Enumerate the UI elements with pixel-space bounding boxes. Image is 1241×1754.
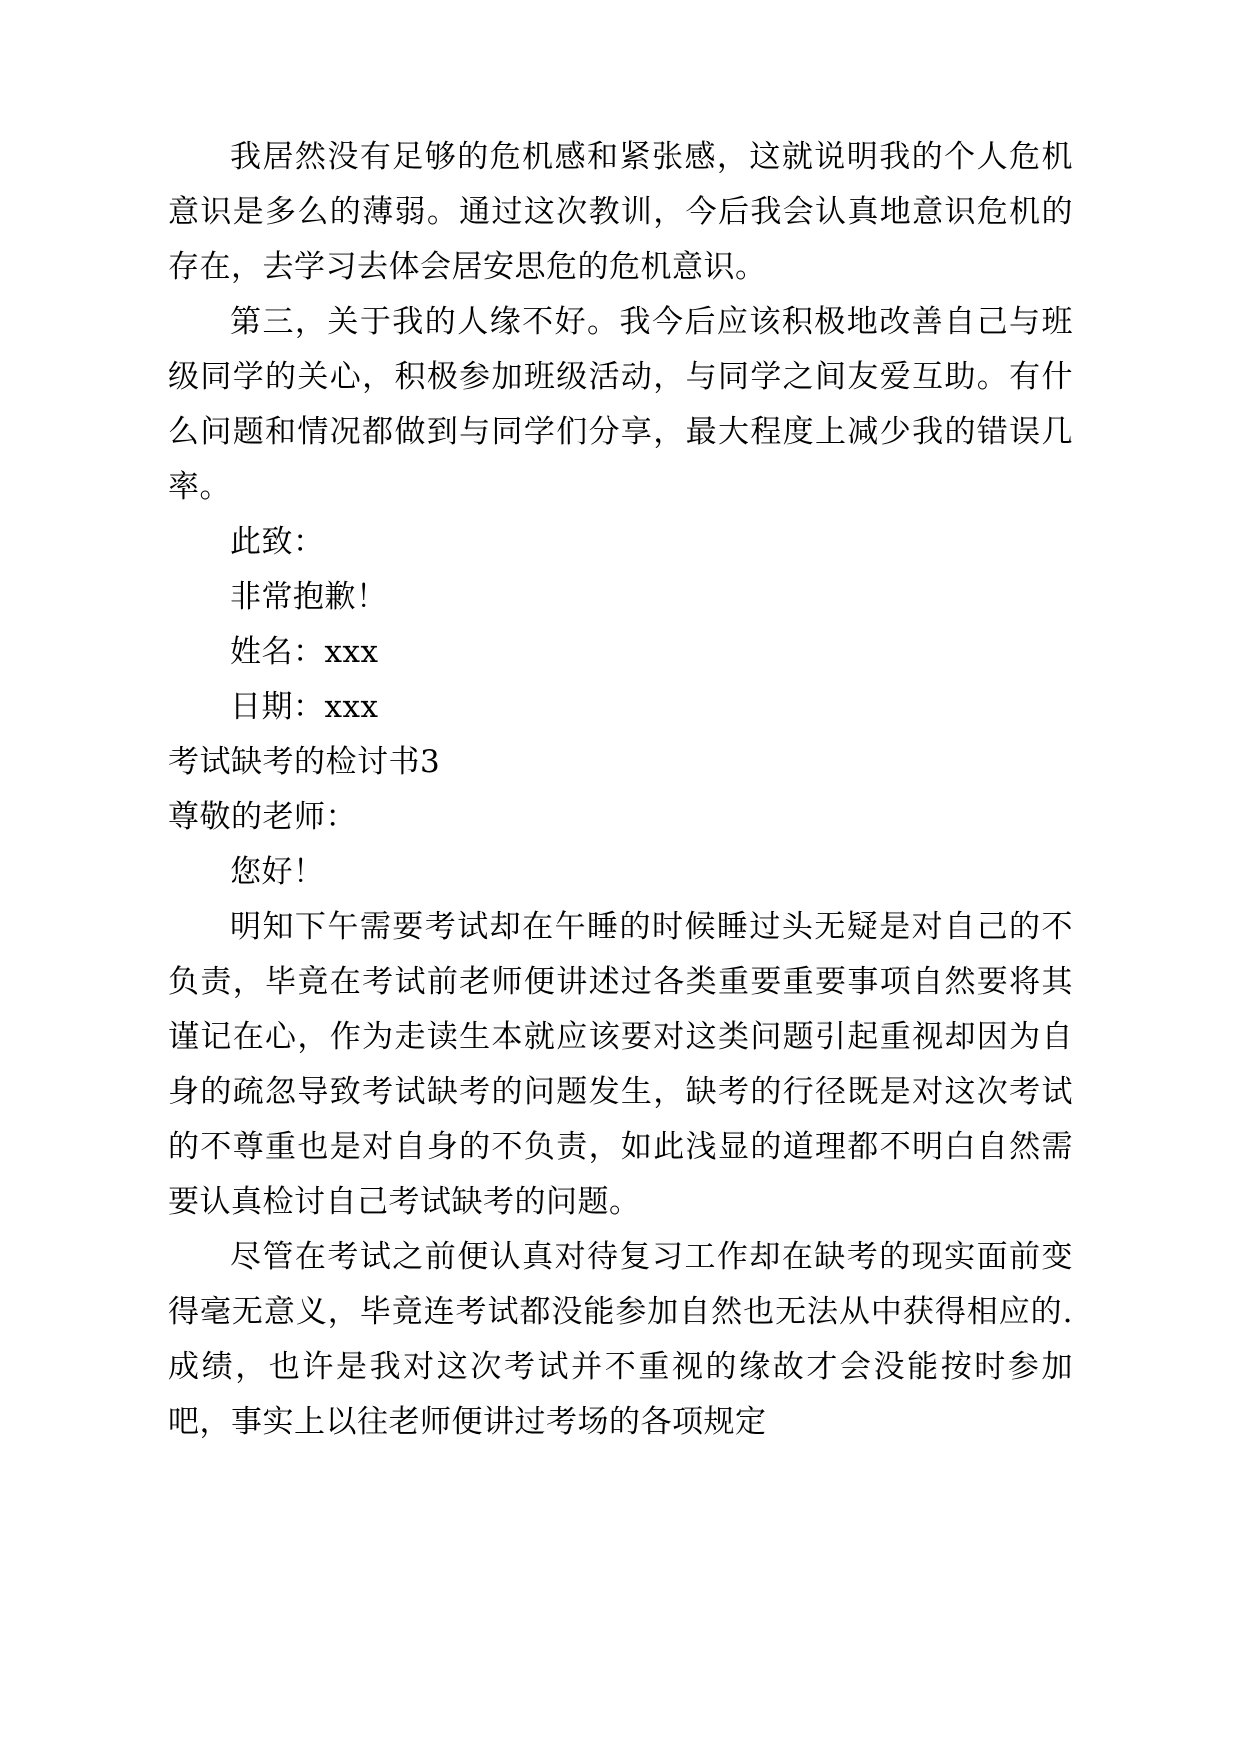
closing-apology: 非常抱歉！ [230,579,388,615]
paragraph-third-point: 第三，关于我的人缘不好。我今后应该积极地改善自己与班级同学的关心，积极参加班级活动，与同学之间友爱互助。有什么问题和情况都做到与同学们分享，最大程度上减少我的错误几率。 [168,304,1073,505]
signature-name: 姓名：xxx [230,634,379,670]
signature-date: 日期：xxx [230,689,379,725]
section-heading-3: 考试缺考的检讨书3 [168,744,441,780]
document-body [168,130,1073,1450]
paragraph-review-meaningless: 尽管在考试之前便认真对待复习工作却在缺考的现实面前变得毫无意义，毕竟连考试都没能参加自然也无法从中获得相应的.成绩，也许是我对这次考试并不重视的缘故才会没能按时参加吧，事实上以往老师便讲过考场的各项规定 [168,1239,1073,1440]
closing-salutation: 此致： [230,524,325,560]
greeting: 您好！ [230,854,325,890]
paragraph-oversleep: 明知下午需要考试却在午睡的时候睡过头无疑是对自己的不负责，毕竟在考试前老师便讲述过各类重要重要事项自然要将其谨记在心，作为走读生本就应该要对这类问题引起重视却因为自身的疏忽导致考试缺考的问题发生，缺考的行径既是对这次考试的不尊重也是对自身的不负责，如此浅显的道理都不明白自然需要认真检讨自己考试缺考的问题。 [168,909,1073,1220]
paragraph-crisis-awareness: 我居然没有足够的危机感和紧张感，这就说明我的个人危机意识是多么的薄弱。通过这次教训，今后我会认真地意识危机的存在，去学习去体会居安思危的危机意识。 [168,139,1073,285]
salutation-teacher: 尊敬的老师： [168,799,357,835]
